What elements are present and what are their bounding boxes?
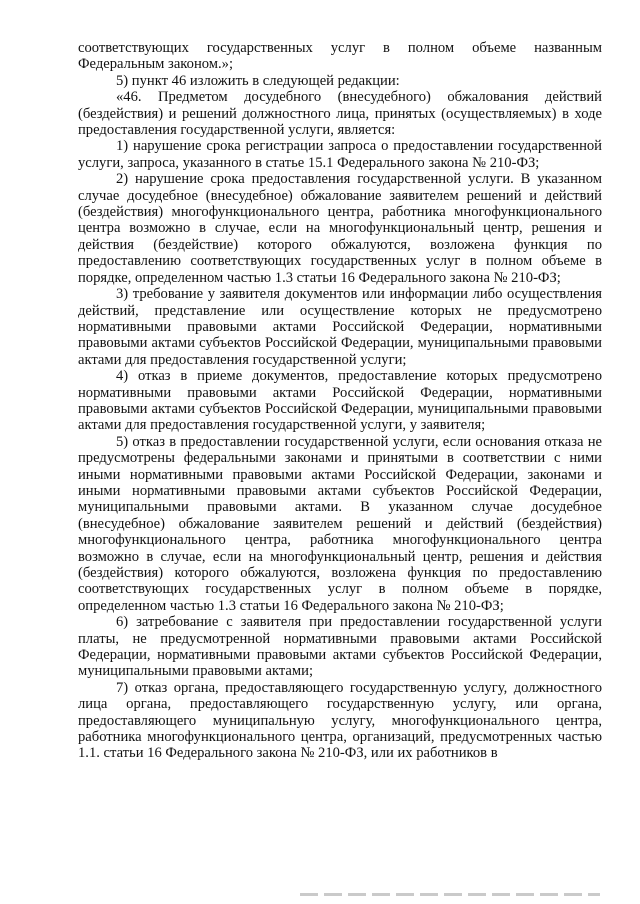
paragraph-continuation: соответствующих государственных услуг в полном объеме названным Федеральным законом.»; bbox=[78, 40, 602, 73]
document-page bbox=[78, 40, 602, 762]
paragraph-clause-46: «46. Предметом досудебного (внесудебного) обжалования действий (бездействия) и решений должностного лица, принятых (осуществляемых) в ходе предоставления государственной услуги, является: bbox=[78, 89, 602, 139]
paragraph-item-5-intro: 5) пункт 46 изложить в следующей редакции: bbox=[116, 72, 400, 89]
list-item-2: 2) нарушение срока предоставления государственной услуги. В указанном случае досудебное (внесудебное) обжалование заявителем решений и действий (бездействия) многофункционального центра, работника многофункционального центра возможно в случае, если на многофункциональный центр, решения и действия (бездействие) которого обжалуются, возложена функция по предоставлению соответствующих государственных услуг в полном объеме в порядке, определенном частью 1.3 статьи 16 Федерального закона № 210-ФЗ; bbox=[78, 171, 602, 286]
list-item-3: 3) требование у заявителя документов или информации либо осуществления действий, представление или осуществление которых не предусмотрено нормативными правовыми актами Российской Федерации, нормативными правовыми актами субъектов Российской Федерации, муниципальными правовыми актами для предоставления государственной услуги; bbox=[78, 286, 602, 368]
list-item-1: 1) нарушение срока регистрации запроса о предоставлении государственной услуги, запроса, указанного в статье 15.1 Федерального закона № 210-ФЗ; bbox=[78, 138, 602, 171]
list-item-4: 4) отказ в приеме документов, предоставление которых предусмотрено нормативными правовыми актами Российской Федерации, нормативными правовыми актами субъектов Российской Федерации, муниципальными правовыми актами для предоставления государственной услуги, у заявителя; bbox=[78, 368, 602, 434]
list-item-6: 6) затребование с заявителя при предоставлении государственной услуги платы, не предусмотренной нормативными правовыми актами Российской Федерации, нормативными правовыми актами субъектов Российской Федерации, муниципальными правовыми актами; bbox=[78, 614, 602, 680]
scan-artifact-line bbox=[300, 893, 600, 896]
list-item-7: 7) отказ органа, предоставляющего государственную услугу, должностного лица органа, предоставляющего государственную услугу, или органа, предоставляющего муниципальную услугу, многофункционального центра, работника многофункционального центра, организаций, предусмотренных частью 1.1. статьи 16 Федерального закона № 210-ФЗ, или их работников в bbox=[78, 679, 602, 762]
list-item-5: 5) отказ в предоставлении государственной услуги, если основания отказа не предусмотрены федеральными законами и принятыми в соответствии с ними иными нормативными правовыми актами Российской Федерации, законами и иными нормативными правовыми актами субъектов Российской Федерации, муниципальными правовыми актами. В указанном случае досудебное (внесудебное) обжалование заявителем решений и действий (бездействия) многофункционального центра, работника многофункционального центра возможно в случае, если на многофункциональный центр, решения и действия (бездействия) которого обжалуются, возложена функция по предоставлению соответствующих государственных услуг в полном объеме в порядке, определенном частью 1.3 статьи 16 Федерального закона № 210-ФЗ; bbox=[78, 433, 602, 614]
